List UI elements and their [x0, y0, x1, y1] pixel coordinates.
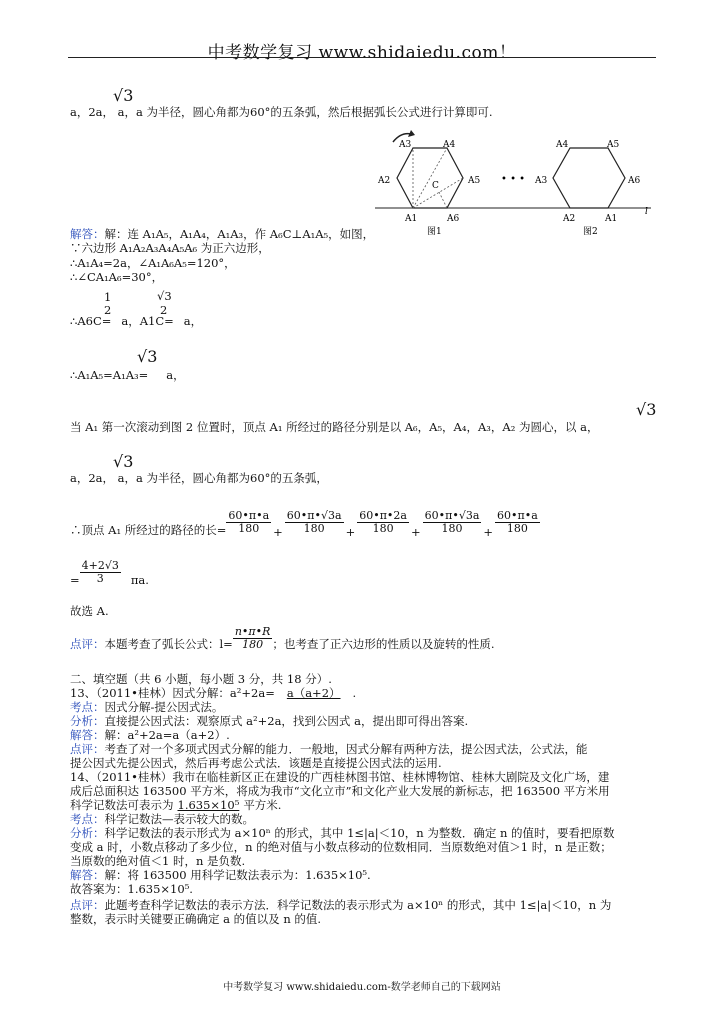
step-6: 当 A₁ 第一次滚动到图 2 位置时，顶点 A₁ 所经过的路径分别是以 A₆，A₅，A₄，A₃，A₂ 为圆心，以 a，	[70, 420, 599, 434]
solution-label: 解答：	[70, 728, 105, 742]
fig1-label: A1	[405, 214, 418, 224]
frac-sqrt3-den: 2	[160, 303, 168, 317]
q14-point: 科学记数法—表示较大的数。	[104, 812, 254, 826]
answer-label: 解答：	[70, 227, 105, 241]
fig2-label: A5	[607, 140, 620, 150]
q14-line-3a: 科学记数法可表示为	[70, 798, 174, 812]
analysis-label: 分析：	[70, 826, 105, 840]
fig2-label: A6	[628, 176, 641, 186]
fraction: $\frac{60•\pi•a}{180}$	[228, 508, 270, 535]
point-label: 考点：	[70, 812, 105, 826]
hexagon-1	[397, 148, 463, 208]
comment-label: 点评：	[70, 898, 105, 912]
eq-sign: =	[70, 573, 80, 587]
answer-intro: 解：连 A₁A₅，A₁A₄，A₁A₃，作 A₆C⊥A₁A₅，如图，	[104, 227, 375, 241]
comment-label: 点评：	[70, 636, 105, 651]
page-header-title: 中考数学复习 www.shidaiedu.com！	[207, 43, 517, 63]
section-title: 二、填空题（共 6 小题，每小题 3 分，共 18 分）.	[70, 672, 332, 686]
analysis-label: 分析：	[70, 714, 105, 728]
q14-final: 故答案为：1.635×10⁵.	[70, 882, 193, 896]
q13-point: 因式分解-提公因式法。	[104, 700, 224, 714]
q14-line-3c: 平方米.	[243, 798, 282, 812]
frac-sqrt3-num: √3	[157, 289, 172, 303]
frac-half-num: 1	[104, 290, 112, 304]
result-tail: πa.	[130, 573, 149, 587]
step-8: ∴顶点 A₁ 所经过的路径的长=	[70, 523, 227, 537]
plus-sign: +	[483, 525, 494, 539]
step-4a: ∴A6C=	[70, 314, 112, 328]
fraction: $\frac{60•\pi•a}{180}$	[497, 508, 538, 535]
choose-a: 故选 A.	[70, 604, 109, 618]
fraction: $\frac{60•\pi•2a}{180}$	[359, 508, 407, 535]
q14-answer: 1.635×10⁵	[177, 798, 240, 812]
q14-solution: 解：将 163500 用科学记数法表示为：1.635×10⁵.	[104, 868, 371, 882]
fig1-label: A5	[468, 176, 481, 186]
fig2-label: A1	[605, 214, 618, 224]
comment-b: ；也考查了正六边形的性质以及旋转的性质.	[272, 636, 495, 651]
ellipsis-dots: • • •	[501, 174, 526, 185]
hexagon-2	[553, 148, 625, 208]
hexagon-figure	[375, 128, 655, 238]
q13-solution: 解：a²+2a=a（a+2）.	[104, 728, 230, 742]
diag-a1a4	[413, 148, 447, 208]
fig1-label: A3	[399, 140, 412, 150]
fig1-label: A6	[447, 214, 460, 224]
plus-sign: +	[410, 525, 421, 539]
header-rule	[68, 57, 656, 58]
fig2-label: A2	[563, 214, 576, 224]
step-2: ∴A₁A₄=2a，∠A₁A₆A₅=120°，	[70, 256, 236, 270]
q13-question: 13、（2011•桂林）因式分解：a²+2a=	[70, 686, 275, 700]
fraction: $\frac{60•\pi•√3a}{180}$	[286, 508, 342, 535]
fig2-label: A3	[535, 176, 548, 186]
solution-label: 解答：	[70, 868, 105, 882]
q13-answer: a（a+2）	[286, 686, 341, 700]
step-7: a，2a， a，a 为半径，圆心角都为60°的五条弧，	[70, 471, 328, 485]
plus-sign: +	[273, 525, 283, 539]
q14-comment-2: 整数，表示时关键要正确确定 a 的值以及 n 的值.	[70, 912, 322, 926]
fig1-label: C	[432, 181, 439, 191]
step-1: ∵六边形 A₁A₂A₃A₄A₅A₆ 为正六边形，	[70, 241, 270, 255]
step-5b: a，	[166, 368, 185, 382]
fig2-label: A4	[556, 140, 569, 150]
line-label: l	[645, 207, 648, 217]
q14-line-1: 14、（2011•桂林）我市在临桂新区正在建设的广西桂林图书馆、桂林博物馆、桂林大剧院及文化广场，建	[70, 770, 610, 784]
sqrt3-symbol: √3	[137, 347, 158, 366]
comment-label: 点评：	[70, 742, 105, 756]
fig1-label: A4	[443, 140, 456, 150]
step-3: ∴∠CA₁A₆=30°，	[70, 270, 164, 284]
sqrt3-symbol: √3	[113, 452, 134, 471]
frac-half-den: 2	[104, 303, 112, 317]
step-5a: ∴A₁A₅=A₁A₃=	[70, 368, 149, 382]
plus-sign: +	[345, 525, 356, 539]
fig1-label: A2	[378, 176, 391, 186]
sqrt3-symbol: √3	[113, 86, 134, 105]
q14-comment-1: 此题考查科学记数法的表示方法．科学记数法的表示形式为 a×10ⁿ 的形式，其中 1≤|a|＜10，n 为	[104, 898, 612, 912]
fraction: $\frac{4+2√3}{3}$	[81, 558, 119, 585]
fraction: $\frac{60•\pi•√3a}{180}$	[424, 508, 480, 535]
sqrt3-symbol: √3	[636, 400, 657, 419]
text-line-1: a，2a， a，a 为半径，圆心角都为60°的五条弧，然后根据弧长公式进行计算即可.	[70, 105, 493, 119]
fig1-caption: 图1	[427, 227, 442, 237]
q13-analysis: 直接提公因式法：观察原式 a²+2a，找到公因式 a，提出即可得出答案.	[104, 714, 469, 728]
q14-line-2: 成后总面积达 163500 平方米，将成为我市“文化立市”和文化产业大发展的新标志，把 163500 平方米用	[70, 784, 610, 798]
step-4b: a，A1C=	[121, 314, 174, 328]
page-footer: 中考数学复习 www.shidaiedu.com-数学老师自己的下载网站	[223, 982, 501, 993]
fig2-caption: 图2	[583, 227, 598, 237]
step-4c: a，	[183, 314, 203, 328]
q14-analysis-3: 当原数的绝对值＜1 时，n 是负数.	[70, 854, 246, 868]
point-label: 考点：	[70, 700, 105, 714]
comment-a: 本题考查了弧长公式：l=	[104, 636, 233, 651]
q13-comment-1: 考查了对一个多项式因式分解的能力．一般地，因式分解有两种方法，提公因式法，公式法，能	[104, 742, 588, 756]
perp-a6c	[439, 192, 447, 208]
fraction: $\frac{n•\pi•R}{180}$	[234, 625, 271, 651]
q13-comment-2: 提公因式先提公因式，然后再考虑公式法．该题是直接提公因式法的运用.	[70, 756, 442, 770]
q14-analysis-1: 科学记数法的表示形式为 a×10ⁿ 的形式，其中 1≤|a|＜10，n 为整数．确定 n 的值时，要看把原数	[104, 826, 615, 840]
q14-analysis-2: 变成 a 时，小数点移动了多少位，n 的绝对值与小数点移动的位数相同．当原数绝对值＞1 时，n 是正数；	[70, 840, 612, 854]
